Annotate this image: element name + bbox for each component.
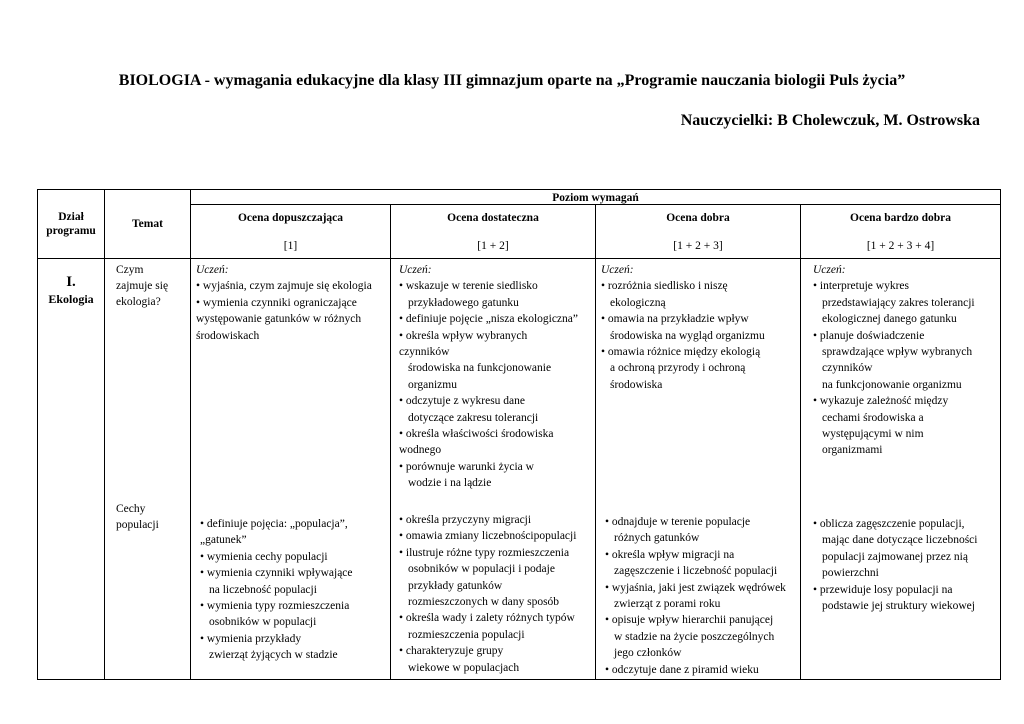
requirement-line: sprawdzające wpływ wybranych — [822, 346, 973, 359]
topic-line: Cechy — [116, 503, 146, 515]
requirement-line: wodzie i na lądzie — [408, 477, 492, 490]
grade-level: [1 + 2 + 3] — [673, 240, 723, 252]
requirements-cell — [399, 512, 576, 676]
requirements-cell — [196, 262, 372, 344]
requirement-line: • wymienia czynniki wpływające — [200, 567, 353, 580]
section-name: Ekologia — [48, 292, 94, 306]
requirement-line: • porównuje warunki życia w — [399, 460, 534, 473]
requirement-line: • określa wpływ migracji na — [605, 548, 735, 561]
topic-cell — [116, 501, 159, 533]
requirements-cell — [200, 516, 353, 664]
requirement-line: • omawia na przykładzie wpływ — [601, 313, 749, 326]
requirement-line: osobników w populacji — [209, 616, 317, 629]
requirement-line: na funkcjonowanie organizmu — [822, 378, 962, 391]
requirement-line: środowiska na wygląd organizmu — [610, 329, 765, 342]
requirement-line: mając dane dotyczące liczebności — [822, 534, 978, 547]
topic-line: Czym — [116, 264, 144, 276]
document-title: BIOLOGIA - wymagania edukacyjne dla klasy III gimnazjum oparte na „Programie nauczania biologii Puls życia” — [118, 72, 906, 89]
requirement-line: zwierząt żyjących w stadzie — [209, 649, 338, 662]
requirement-line: • wskazuje w terenie siedlisko — [399, 280, 538, 293]
requirement-line: • wykazuje zależność między — [813, 395, 949, 408]
requirement-line: wiekowe w populacjach — [408, 661, 520, 674]
requirement-line: • rozróżnia siedlisko i niszę — [601, 280, 728, 293]
requirement-line: • definiuje pojęcia: „populacja”, — [200, 518, 348, 530]
requirement-line: przedstawiający zakres tolerancji — [822, 296, 975, 309]
requirement-line: • wyjaśnia, jaki jest związek wędrówek — [605, 581, 786, 594]
requirement-line: zagęszczenie i liczebność populacji — [614, 565, 778, 578]
requirement-line: organizmami — [822, 444, 883, 457]
requirement-line: środowiskach — [196, 329, 260, 342]
requirement-line: rozmieszczenia populacji — [408, 628, 525, 641]
grade-name: Ocena dobra — [666, 212, 730, 224]
requirement-line: dotyczące zakresu tolerancji — [408, 411, 539, 424]
requirement-line: środowiska — [610, 378, 663, 391]
student-label: Uczeń: — [196, 264, 229, 276]
student-label: Uczeń: — [813, 264, 846, 276]
requirement-line: • wymienia typy rozmieszczenia — [200, 600, 350, 613]
requirement-line: występowanie gatunków w różnych — [196, 313, 362, 326]
requirement-line: powierzchni — [822, 567, 879, 580]
requirement-line: • określa wady i zalety różnych typów — [399, 612, 575, 625]
header-dzial: Dział programu — [46, 211, 96, 237]
requirement-line: rozmieszczonych w dany sposób — [408, 596, 560, 609]
student-label: Uczeń: — [601, 264, 634, 276]
requirement-line: populacji zajmowanej przez nią — [822, 550, 968, 563]
requirement-line: czynników — [399, 346, 450, 359]
requirement-line: • określa wpływ wybranych — [399, 329, 528, 342]
topic-cell — [116, 262, 168, 310]
requirement-line: • oblicza zagęszczenie populacji, — [813, 518, 965, 530]
requirement-line: środowiska na funkcjonowanie — [408, 362, 552, 375]
requirement-line: • omawia zmiany liczebnościpopulacji — [399, 530, 577, 543]
requirements-cell — [605, 514, 786, 678]
requirements-cell — [813, 516, 977, 614]
section-cell — [38, 274, 104, 307]
requirement-line: • przewiduje losy populacji na — [813, 583, 953, 596]
requirement-line: przykłady gatunków — [408, 579, 503, 592]
requirement-line: organizmu — [408, 378, 457, 391]
requirement-line: czynników — [822, 362, 873, 375]
requirement-line: • omawia różnice między ekologią — [601, 346, 761, 359]
student-label: Uczeń: — [399, 264, 432, 276]
requirements-cell — [399, 262, 578, 492]
requirement-line: podstawie jej struktury wiekowej — [822, 600, 975, 613]
requirement-line: • interpretuje wykres — [813, 280, 909, 293]
requirement-line: przykładowego gatunku — [408, 296, 519, 309]
header-poziom: Poziom wymagań — [552, 192, 639, 204]
header-temat: Temat — [132, 218, 163, 230]
requirement-line: • ilustruje różne typy rozmieszczenia — [399, 546, 570, 559]
teachers-line: Nauczycielki: B Cholewczuk, M. Ostrowska — [680, 112, 980, 129]
requirement-line: • określa właściwości środowiska — [399, 428, 554, 441]
requirement-line: zwierząt z porami roku — [614, 598, 721, 611]
requirement-line: • charakteryzuje grupy — [399, 645, 504, 658]
requirement-line: • wyjaśnia, czym zajmuje się ekologia — [196, 280, 372, 293]
requirement-line: • definiuje pojęcie „nisza ekologiczna” — [399, 313, 578, 326]
requirement-line: • wymienia czynniki ograniczające — [196, 296, 357, 309]
grade-name: Ocena dopuszczająca — [237, 212, 344, 224]
requirement-line: • opisuje wpływ hierarchii panującej — [605, 614, 774, 627]
requirement-line: wodnego — [399, 444, 442, 457]
topic-line: populacji — [116, 519, 159, 531]
requirement-line: osobników w populacji i podaje — [408, 563, 555, 576]
requirement-line: różnych gatunków — [614, 532, 700, 545]
topic-line: zajmuje się — [116, 280, 169, 292]
section-number: I. — [66, 274, 76, 290]
requirement-line: jego członków — [614, 647, 682, 660]
grade-level: [1 + 2 + 3 + 4] — [866, 240, 935, 252]
requirement-line: na liczebność populacji — [209, 583, 317, 596]
grade-name: Ocena dostateczna — [447, 212, 539, 224]
requirement-line: ekologicznej danego gatunku — [822, 313, 957, 326]
grade-level: [1 + 2] — [477, 240, 509, 252]
requirement-line: • odnajduje w terenie populacje — [605, 516, 751, 528]
topic-line: ekologia? — [116, 296, 161, 308]
requirement-line: • określa przyczyny migracji — [399, 514, 532, 526]
requirement-line: • wymienia cechy populacji — [200, 550, 328, 563]
requirement-line: „gatunek” — [200, 534, 247, 547]
requirement-line: cechami środowiska a — [822, 411, 924, 424]
requirement-line: • odczytuje z wykresu dane — [399, 395, 526, 408]
requirement-line: a ochroną przyrody i ochroną — [610, 362, 746, 375]
requirements-cell — [601, 262, 765, 393]
grade-name: Ocena bardzo dobra — [850, 212, 951, 224]
requirement-line: • planuje doświadczenie — [813, 329, 925, 342]
requirement-line: w stadzie na życie poszczególnych — [614, 630, 775, 643]
requirement-line: ekologiczną — [610, 296, 666, 309]
requirement-line: • wymienia przykłady — [200, 632, 302, 645]
grade-level: [1] — [283, 240, 298, 252]
requirement-line: występującymi w nim — [822, 428, 924, 441]
requirements-cell — [813, 262, 975, 459]
requirement-line: • odczytuje dane z piramid wieku — [605, 663, 759, 676]
